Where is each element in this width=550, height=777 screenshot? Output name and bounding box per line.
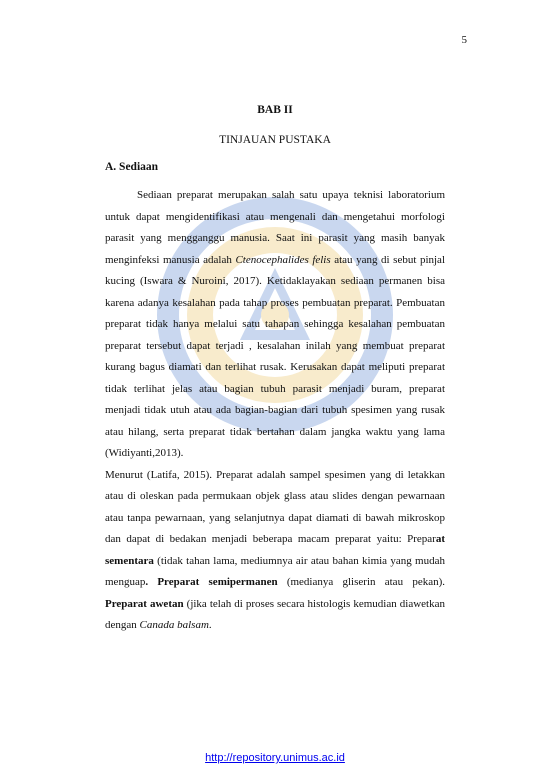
body-text (105, 185, 445, 637)
term-semipermanen: . Preparat semipermanen (145, 576, 278, 588)
paragraph-1: Sediaan preparat merupakan salah satu upaya teknisi laboratorium untuk dapat mengidentifikasi atau mengenali dan mengetahui morfologi parasit yang mengganggu manusia. Saat ini parasit yang masih banyak menginfeksi manusia adalah Ctenocephalides felis atau yang di sebut pinjal kucing (Iswara & Nuroini, 2017). Ketidaklayakan sediaan permanen bisa karena adanya kesalahan pada tahap proses pembuatan preparat. Pembuatan preparat tidak hanya melalui satu tahapan sehingga kesalahan pembuatan preparat tersebut dapat terjadi , kesalahan inilah yang membuat preparat kurang bagus diamati dan terlihat rusak. Kerusakan dapat meliputi preparat tidak terlihat jelas atau bagian tubuh parasit menjadi buram, preparat menjadi tidak utuh atau ada bagian-bagian dari tubuh spesimen yang rusak atau hilang, serta preparat tidak bertahan dalam jangka waktu yang lama (Widiyanti,2013). (105, 189, 445, 459)
page-number: 5 (461, 34, 467, 46)
term-awetan: Preparat awetan (105, 597, 184, 610)
chapter-title: TINJAUAN PUSTAKA (219, 134, 331, 146)
section-heading: A. Sediaan (105, 161, 159, 173)
chapter-heading: BAB II (257, 104, 293, 116)
repository-link[interactable]: http://repository.unimus.ac.id (205, 752, 345, 764)
term-canada-balsam: Canada balsam (139, 619, 209, 631)
term-sementara: at sementara (105, 533, 445, 567)
paragraph-2: Menurut (Latifa, 2015). Preparat adalah sampel spesimen yang di letakkan atau di oleskan pada permukaan objek glass atau slides dengan pewarnaan atau tanpa pewarnaan, yang selanjutnya dapat diamati di bawah mikroskop dan dapat di bedakan menjadi beberapa macam preparat yaitu: Preparat sementara (tidak tahan lama, mediumnya air atau bahan kimia yang mudah menguap. Preparat semipermanen (medianya gliserin atau pekan). Preparat awetan (jika telah di proses secara histologis kemudian diawetkan dengan Canada balsam. (105, 468, 445, 631)
species-name: Ctenocephalides felis (235, 253, 331, 266)
